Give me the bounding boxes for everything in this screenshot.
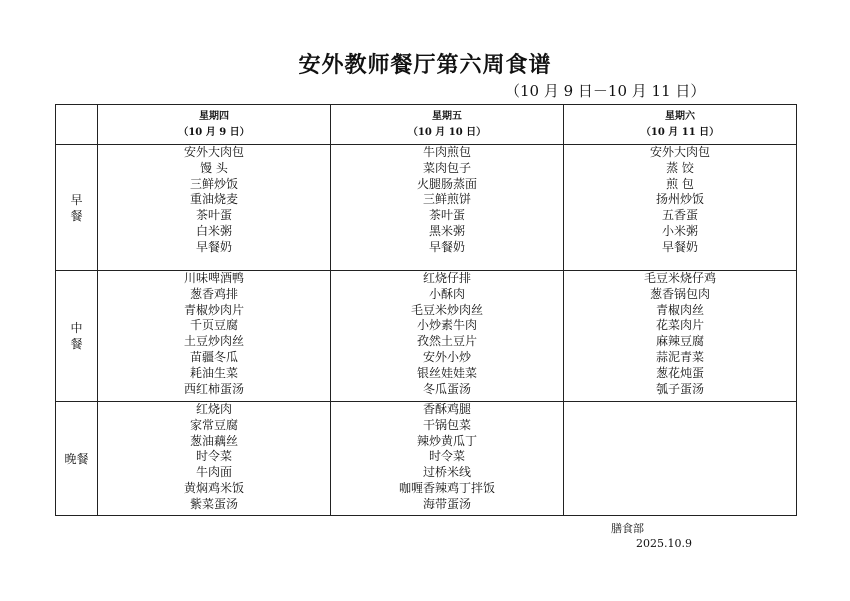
menu-item: 三鲜炒饭 — [189, 176, 238, 191]
menu-item: 瓠子蛋汤 — [655, 381, 704, 396]
menu-item: 土豆炒肉丝 — [183, 334, 244, 349]
menu-item: 毛豆米炒肉丝 — [410, 302, 483, 317]
footer-department: 膳食部 — [611, 522, 644, 535]
menu-item: 时令菜 — [195, 449, 232, 464]
menu-item: 红烧肉 — [195, 402, 232, 416]
menu-item: 牛肉面 — [195, 465, 232, 480]
menu-item: 重油烧麦 — [189, 192, 238, 207]
meal-label-line: 餐 — [70, 337, 83, 351]
meal-label-line: 中 — [70, 321, 83, 335]
breakfast-thu-cell — [98, 145, 331, 271]
menu-item: 早餐奶 — [428, 239, 465, 254]
page-title: 安外教师餐厅第六周食谱 — [298, 53, 552, 78]
meal-label-dinner — [56, 402, 98, 516]
menu-item: 安外大肉包 — [183, 145, 244, 159]
breakfast-sat-cell — [564, 145, 797, 271]
menu-item: 川味啤酒鸭 — [183, 271, 244, 285]
menu-item: 咖喱香辣鸡丁拌饭 — [398, 480, 495, 495]
menu-item: 茶叶蛋 — [195, 208, 232, 223]
day-date: （10 月 10 日） — [407, 126, 487, 138]
day-name: 星期四 — [199, 110, 229, 122]
menu-item: 葱香锅包肉 — [649, 286, 710, 301]
dinner-row — [56, 402, 797, 516]
menu-item: 茶叶蛋 — [428, 208, 465, 223]
menu-item: 小酥肉 — [428, 286, 465, 301]
menu-item: 葱花炖蛋 — [655, 365, 704, 380]
menu-item: 西红柿蛋汤 — [183, 381, 244, 396]
menu-item: 早餐奶 — [195, 239, 232, 254]
menu-item: 牛肉煎包 — [422, 145, 471, 159]
meal-label-line: 早 — [70, 192, 83, 207]
menu-item: 白米粥 — [195, 223, 232, 238]
menu-item: 蒸 饺 — [666, 160, 694, 175]
dinner-fri-cell — [331, 402, 564, 516]
breakfast-row — [56, 145, 797, 271]
menu-item: 黄焖鸡米饭 — [183, 480, 244, 495]
day-header-thu — [98, 105, 331, 145]
menu-item: 青椒炒肉片 — [183, 302, 244, 317]
day-header-fri — [331, 105, 564, 145]
meal-label-breakfast — [56, 145, 98, 271]
menu-item: 过桥米线 — [422, 465, 471, 480]
menu-item: 紫菜蛋汤 — [189, 496, 238, 511]
menu-item: 孜然土豆片 — [416, 334, 477, 349]
menu-item: 毛豆米烧仔鸡 — [643, 271, 716, 285]
menu-item: 青椒肉丝 — [655, 302, 704, 317]
menu-item: 菜肉包子 — [422, 160, 471, 175]
menu-item: 黑米粥 — [428, 223, 465, 238]
menu-item: 家常豆腐 — [189, 417, 238, 432]
lunch-row — [56, 271, 797, 402]
meal-label-line: 餐 — [70, 208, 83, 223]
corner-cell — [56, 105, 98, 145]
menu-item: 早餐奶 — [661, 239, 698, 254]
menu-item: 千页豆腐 — [189, 318, 238, 333]
day-name: 星期五 — [432, 110, 462, 122]
day-date: （10 月 11 日） — [640, 126, 720, 138]
menu-item: 时令菜 — [428, 449, 465, 464]
menu-item: 银丝娃娃菜 — [416, 365, 477, 380]
meal-label-line: 晚餐 — [64, 451, 89, 466]
day-name: 星期六 — [665, 110, 695, 122]
breakfast-fri-cell — [331, 145, 564, 271]
menu-item: 馒 头 — [200, 160, 228, 175]
day-header-sat — [564, 105, 797, 145]
dinner-thu-cell — [98, 402, 331, 516]
menu-item: 苗疆冬瓜 — [189, 349, 238, 364]
footer-date: 2025.10.9 — [636, 537, 692, 550]
menu-table — [55, 104, 797, 516]
menu-item: 干锅包菜 — [422, 417, 471, 432]
menu-item: 煎 包 — [666, 176, 694, 191]
dinner-sat-cell — [564, 402, 797, 516]
menu-item: 麻辣豆腐 — [655, 334, 704, 349]
menu-item: 蒜泥青菜 — [655, 349, 704, 364]
menu-item: 小炒素牛肉 — [416, 318, 477, 333]
menu-item: 安外小炒 — [422, 349, 471, 364]
lunch-thu-cell — [98, 271, 331, 402]
menu-item: 火腿肠蒸面 — [416, 176, 477, 191]
day-date: （10 月 9 日） — [178, 126, 250, 138]
header-row — [56, 105, 797, 145]
menu-item: 辣炒黄瓜丁 — [416, 433, 477, 448]
menu-item: 葱香鸡排 — [189, 286, 238, 301]
menu-item: 香酥鸡腿 — [422, 402, 471, 416]
menu-item: 红烧仔排 — [422, 271, 471, 285]
menu-item: 花菜肉片 — [655, 318, 704, 333]
menu-item: 小米粥 — [661, 223, 698, 238]
menu-item: 海带蛋汤 — [422, 496, 471, 511]
menu-item: 冬瓜蛋汤 — [422, 381, 471, 396]
lunch-sat-cell — [564, 271, 797, 402]
menu-item: 葱油藕丝 — [189, 433, 238, 448]
lunch-fri-cell — [331, 271, 564, 402]
menu-item: 耗油生菜 — [189, 365, 238, 380]
menu-item: 三鲜煎饼 — [422, 192, 471, 207]
meal-label-lunch — [56, 271, 98, 402]
menu-item: 安外大肉包 — [649, 145, 710, 159]
menu-item: 扬州炒饭 — [655, 192, 704, 207]
date-range: （10 月 9 日－10 月 11 日） — [505, 82, 706, 100]
menu-item: 五香蛋 — [661, 208, 698, 223]
